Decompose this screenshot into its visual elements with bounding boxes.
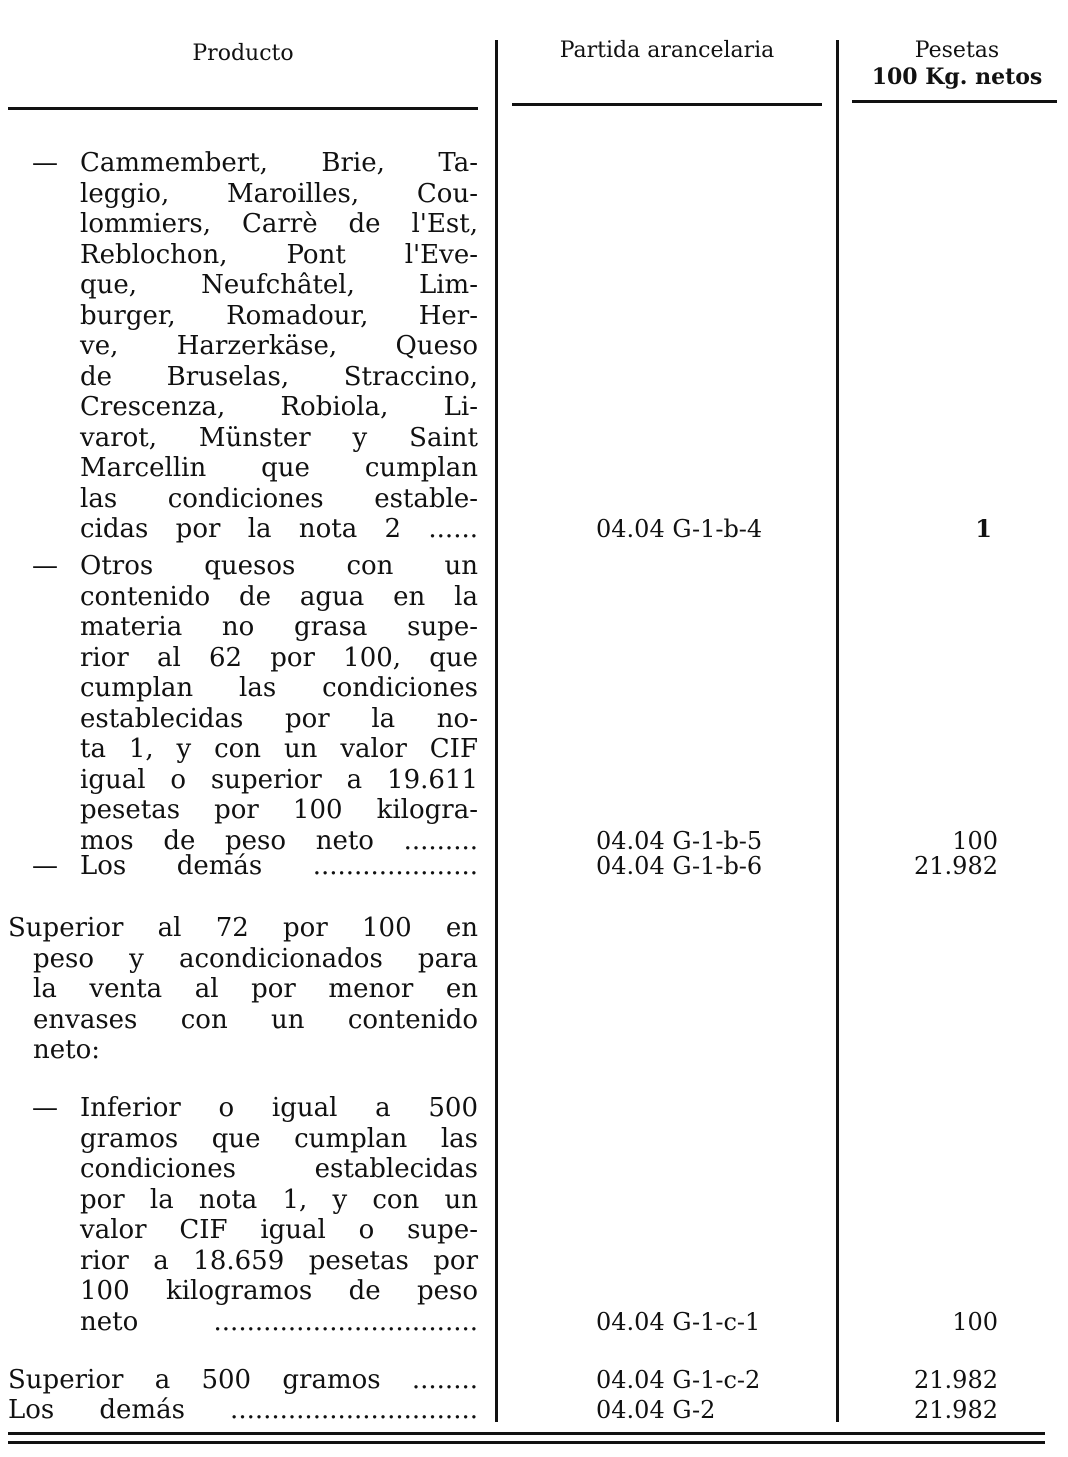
dash-marker: —: [32, 148, 58, 178]
description-line: [8, 851, 478, 882]
partida-arancelaria: 04.04 G-1-b-4: [596, 515, 763, 543]
description-line: [8, 944, 478, 975]
description-line: [8, 484, 478, 515]
description-text: Superior al 72 por 100 en: [8, 913, 478, 943]
description-text: rior al 62 por 100, que: [80, 642, 478, 673]
partida-arancelaria: 04.04 G-1-c-1: [596, 1307, 761, 1336]
description-line: [8, 301, 478, 332]
description-text: Inferior o igual a 500: [80, 1093, 478, 1123]
description-line: [8, 795, 478, 826]
description-line: [8, 974, 478, 1005]
description-text: Reblochon, Pont l'Eve-: [80, 239, 478, 270]
description-text: burger, Romadour, Her-: [80, 300, 478, 331]
description-text: cumplan las condiciones: [80, 673, 478, 703]
description-line: [8, 392, 478, 423]
footer-rule-top: [8, 1432, 1045, 1435]
header-producto: Producto: [192, 41, 294, 66]
description-text: de Bruselas, Straccino,: [80, 361, 478, 392]
description-line: [8, 1124, 478, 1155]
pesetas-value: 1: [975, 514, 992, 543]
description-line: [8, 209, 478, 240]
description-line: [8, 270, 478, 301]
description-line: [8, 913, 478, 944]
description-line: [8, 1365, 478, 1396]
description-line: [8, 331, 478, 362]
description-line: [8, 673, 478, 704]
header-pesetas-line2: 100 Kg. netos: [871, 64, 1043, 90]
description-line: [8, 362, 478, 393]
description-text: igual o superior a 19.611: [80, 764, 478, 795]
description-text: varot, Münster y Saint: [80, 422, 478, 453]
product-description: [8, 1093, 478, 1337]
header-pesetas-line1: Pesetas: [914, 38, 1000, 63]
description-line: [8, 179, 478, 210]
description-line: [8, 1185, 478, 1216]
description-line: [8, 514, 478, 545]
description-line: [8, 1215, 478, 1246]
header-rule-pesetas: [852, 100, 1057, 103]
description-line: [8, 240, 478, 271]
description-text: ta 1, y con un valor CIF: [80, 734, 478, 764]
description-line: [8, 1154, 478, 1185]
description-text: rior a 18.659 pesetas por: [80, 1245, 478, 1276]
description-text: envases con un contenido: [33, 1004, 478, 1035]
description-text: mos de peso neto .........: [80, 825, 478, 856]
description-line: [8, 1246, 478, 1277]
description-text: materia no grasa supe-: [80, 612, 478, 642]
pesetas-value: 21.982: [914, 852, 998, 880]
pesetas-value: 21.982: [914, 1396, 998, 1424]
product-description: [8, 1395, 478, 1426]
product-description: [8, 551, 478, 856]
partida-arancelaria: 04.04 G-1-b-6: [596, 852, 763, 880]
description-line: [8, 704, 478, 735]
description-line: [8, 612, 478, 643]
description-text: Los demás ....................: [80, 851, 478, 881]
partida-arancelaria: 04.04 G-1-c-2: [596, 1366, 761, 1394]
description-line: [8, 734, 478, 765]
description-text: Crescenza, Robiola, Li-: [80, 392, 478, 422]
description-text: pesetas por 100 kilogra-: [80, 795, 478, 825]
dash-marker: —: [32, 1093, 58, 1123]
dash-marker: —: [32, 851, 58, 881]
description-line: [8, 148, 478, 179]
description-text: Marcellin que cumplan: [80, 453, 478, 483]
product-description: [8, 851, 478, 882]
description-text: condiciones establecidas: [80, 1154, 478, 1184]
pesetas-value: 21.982: [914, 1366, 998, 1394]
description-text: Los demás ..............................: [8, 1395, 478, 1425]
product-description: [8, 913, 478, 1066]
header-pesetas: [852, 37, 1062, 91]
description-text: ve, Harzerkäse, Queso: [80, 331, 478, 361]
header-partida-arancelaria: Partida arancelaria: [559, 38, 775, 63]
header-rule-producto: [8, 107, 478, 110]
description-line: [8, 1276, 478, 1307]
footer-rule-bottom: [8, 1441, 1045, 1444]
description-text: Otros quesos con un: [80, 551, 478, 581]
pesetas-value: 100: [952, 1307, 998, 1336]
description-text: Cammembert, Brie, Ta-: [80, 148, 478, 178]
description-text: por la nota 1, y con un: [80, 1184, 478, 1215]
description-text: que, Neufchâtel, Lim-: [80, 270, 478, 300]
description-text: establecidas por la no-: [80, 703, 478, 734]
description-line: [8, 582, 478, 613]
description-text: Superior a 500 gramos ........: [8, 1365, 478, 1395]
description-line: [8, 1005, 478, 1036]
description-line: [8, 1093, 478, 1124]
description-text: las condiciones estable-: [80, 483, 478, 514]
pesetas-value: 100: [952, 826, 998, 855]
product-description: [8, 148, 478, 545]
description-line: [8, 1035, 478, 1066]
dash-marker: —: [32, 551, 58, 581]
description-text: peso y acondicionados para: [33, 943, 478, 974]
description-text: cidas por la nota 2 ......: [80, 514, 478, 544]
column-divider-1: [495, 40, 498, 1422]
description-line: [8, 453, 478, 484]
description-text: contenido de agua en la: [80, 581, 478, 612]
column-divider-2: [836, 40, 839, 1422]
description-text: gramos que cumplan las: [80, 1123, 478, 1154]
description-line: [8, 551, 478, 582]
description-text: neto:: [33, 1035, 100, 1065]
description-line: [8, 643, 478, 674]
description-text: la venta al por menor en: [33, 974, 478, 1004]
partida-arancelaria: 04.04 G-1-b-5: [596, 826, 763, 855]
description-text: neto ................................: [80, 1306, 478, 1337]
description-line: [8, 765, 478, 796]
description-line: [8, 423, 478, 454]
description-line: [8, 1395, 478, 1426]
partida-arancelaria: 04.04 G-2: [596, 1396, 716, 1424]
description-text: 100 kilogramos de peso: [80, 1276, 478, 1306]
header-rule-partida: [512, 103, 822, 106]
description-text: lommiers, Carrè de l'Est,: [80, 209, 478, 239]
description-text: leggio, Maroilles, Cou-: [80, 178, 478, 209]
product-description: [8, 1365, 478, 1396]
description-text: valor CIF igual o supe-: [80, 1215, 478, 1245]
description-line: [8, 1307, 478, 1338]
